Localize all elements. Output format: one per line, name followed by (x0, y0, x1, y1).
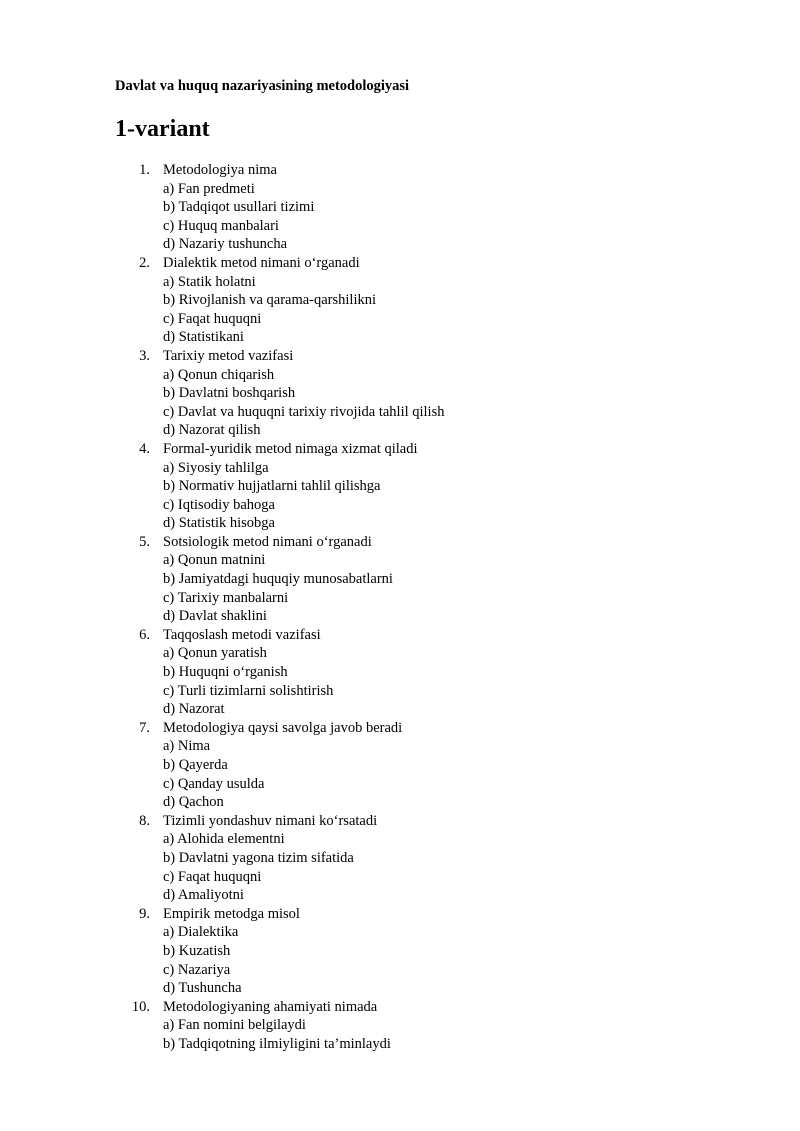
answer-option (0, 310, 800, 329)
answer-option-text: d) Amaliyotni (163, 887, 244, 904)
answer-option (0, 421, 800, 440)
question-number: 1. (139, 162, 150, 178)
answer-option (0, 589, 800, 608)
variant-heading: 1-variant (115, 116, 210, 142)
answer-option-text: c) Davlat va huquqni tarixiy rivojida tahlil qilish (163, 403, 445, 420)
answer-option (0, 551, 800, 570)
answer-option (0, 644, 800, 663)
answer-option-text: a) Fan predmeti (163, 180, 255, 197)
answer-option-text: b) Rivojlanish va qarama-qarshilikni (163, 292, 377, 309)
question-text: Empirik metodga misol (163, 905, 300, 922)
question-text: Metodologiya qaysi savolga javob beradi (163, 719, 403, 736)
answer-option (0, 403, 800, 422)
answer-option-text: b) Davlatni boshqarish (163, 385, 296, 402)
answer-option-text: c) Iqtisodiy bahoga (163, 496, 275, 513)
question-number: 9. (139, 905, 150, 922)
question-text: Tarixiy metod vazifasi (163, 347, 294, 364)
answer-option-text: a) Nima (163, 738, 211, 755)
answer-option-text: d) Qachon (163, 794, 224, 811)
answer-option-text: a) Qonun yaratish (163, 645, 267, 662)
answer-option (0, 1035, 800, 1054)
question-text: Formal-yuridik metod nimaga xizmat qiladi (163, 440, 418, 457)
answer-option-text: d) Davlat shaklini (163, 608, 267, 625)
question-text: Metodologiyaning ahamiyati nimada (163, 998, 378, 1015)
question-number: 7. (139, 719, 150, 736)
answer-option (0, 886, 800, 905)
answer-option (0, 979, 800, 998)
question-item (0, 533, 800, 552)
answer-option (0, 849, 800, 868)
answer-option (0, 830, 800, 849)
answer-option-text: b) Huquqni o‘rganish (163, 664, 288, 681)
answer-option (0, 459, 800, 478)
answer-option (0, 217, 800, 236)
answer-option-text: c) Huquq manbalari (163, 217, 279, 234)
question-item (0, 161, 800, 180)
question-item (0, 719, 800, 738)
question-item (0, 812, 800, 831)
answer-option-text: d) Nazorat qilish (163, 422, 261, 439)
question-item (0, 440, 800, 459)
answer-option (0, 570, 800, 589)
answer-option-text: a) Siyosiy tahlilga (163, 459, 269, 476)
answer-option (0, 961, 800, 980)
answer-option-text: c) Faqat huquqni (163, 868, 262, 885)
answer-option (0, 384, 800, 403)
question-text: Metodologiya nima (163, 162, 277, 178)
answer-option-text: c) Faqat huquqni (163, 310, 262, 327)
answer-option-text: b) Tadqiqotning ilmiyligini ta’minlaydi (163, 1035, 391, 1052)
answer-option (0, 273, 800, 292)
answer-option-text: c) Tarixiy manbalarni (163, 589, 289, 606)
question-text: Taqqoslash metodi vazifasi (163, 626, 321, 643)
answer-option (0, 942, 800, 961)
question-number: 3. (139, 347, 150, 364)
answer-option-text: d) Statistikani (163, 329, 244, 346)
answer-option (0, 737, 800, 756)
answer-option-text: d) Nazorat (163, 701, 225, 718)
answer-option (0, 682, 800, 701)
document-title: Davlat va huquq nazariyasining metodologiyasi (115, 78, 410, 94)
answer-option-text: c) Nazariya (163, 961, 231, 978)
question-list (0, 161, 800, 1054)
answer-option-text: b) Normativ hujjatlarni tahlil qilishga (163, 478, 381, 495)
answer-option (0, 923, 800, 942)
answer-option-text: b) Jamiyatdagi huquqiy munosabatlarni (163, 571, 393, 588)
answer-option-text: a) Fan nomini belgilaydi (163, 1017, 306, 1034)
answer-option-text: b) Tadqiqot usullari tizimi (163, 199, 315, 216)
answer-option-text: a) Statik holatni (163, 273, 256, 290)
question-number: 6. (139, 626, 150, 643)
answer-option (0, 496, 800, 515)
answer-option-text: a) Qonun chiqarish (163, 366, 275, 383)
answer-option (0, 514, 800, 533)
answer-option-text: c) Qanday usulda (163, 775, 265, 792)
question-text: Tizimli yondashuv nimani ko‘rsatadi (163, 812, 378, 829)
answer-option (0, 180, 800, 199)
question-item (0, 998, 800, 1017)
question-text: Sotsiologik metod nimani o‘rganadi (163, 533, 372, 550)
answer-option (0, 793, 800, 812)
question-number: 10. (131, 998, 150, 1015)
question-number: 5. (139, 533, 150, 550)
question-text: Dialektik metod nimani o‘rganadi (163, 254, 360, 271)
answer-option-text: b) Qayerda (163, 757, 228, 773)
answer-option (0, 198, 800, 217)
answer-option (0, 235, 800, 254)
answer-option-text: c) Turli tizimlarni solishtirish (163, 682, 334, 699)
question-number: 8. (139, 812, 150, 829)
answer-option (0, 366, 800, 385)
answer-option (0, 756, 800, 775)
answer-option-text: d) Statistik hisobga (163, 515, 275, 532)
answer-option-text: a) Qonun matnini (163, 552, 266, 569)
answer-option (0, 663, 800, 682)
answer-option (0, 607, 800, 626)
answer-option-text: b) Davlatni yagona tizim sifatida (163, 849, 354, 866)
question-number: 2. (139, 254, 150, 271)
question-item (0, 905, 800, 924)
question-item (0, 254, 800, 273)
answer-option (0, 477, 800, 496)
answer-option (0, 291, 800, 310)
answer-option-text: d) Nazariy tushuncha (163, 236, 288, 253)
answer-option (0, 1016, 800, 1035)
question-item (0, 347, 800, 366)
answer-option (0, 328, 800, 347)
question-item (0, 626, 800, 645)
answer-option-text: a) Alohida elementni (163, 831, 285, 848)
answer-option (0, 775, 800, 794)
answer-option-text: b) Kuzatish (163, 942, 231, 959)
answer-option-text: a) Dialektika (163, 924, 239, 941)
answer-option-text: d) Tushuncha (163, 980, 242, 997)
answer-option (0, 700, 800, 719)
question-number: 4. (139, 440, 150, 457)
answer-option (0, 868, 800, 887)
